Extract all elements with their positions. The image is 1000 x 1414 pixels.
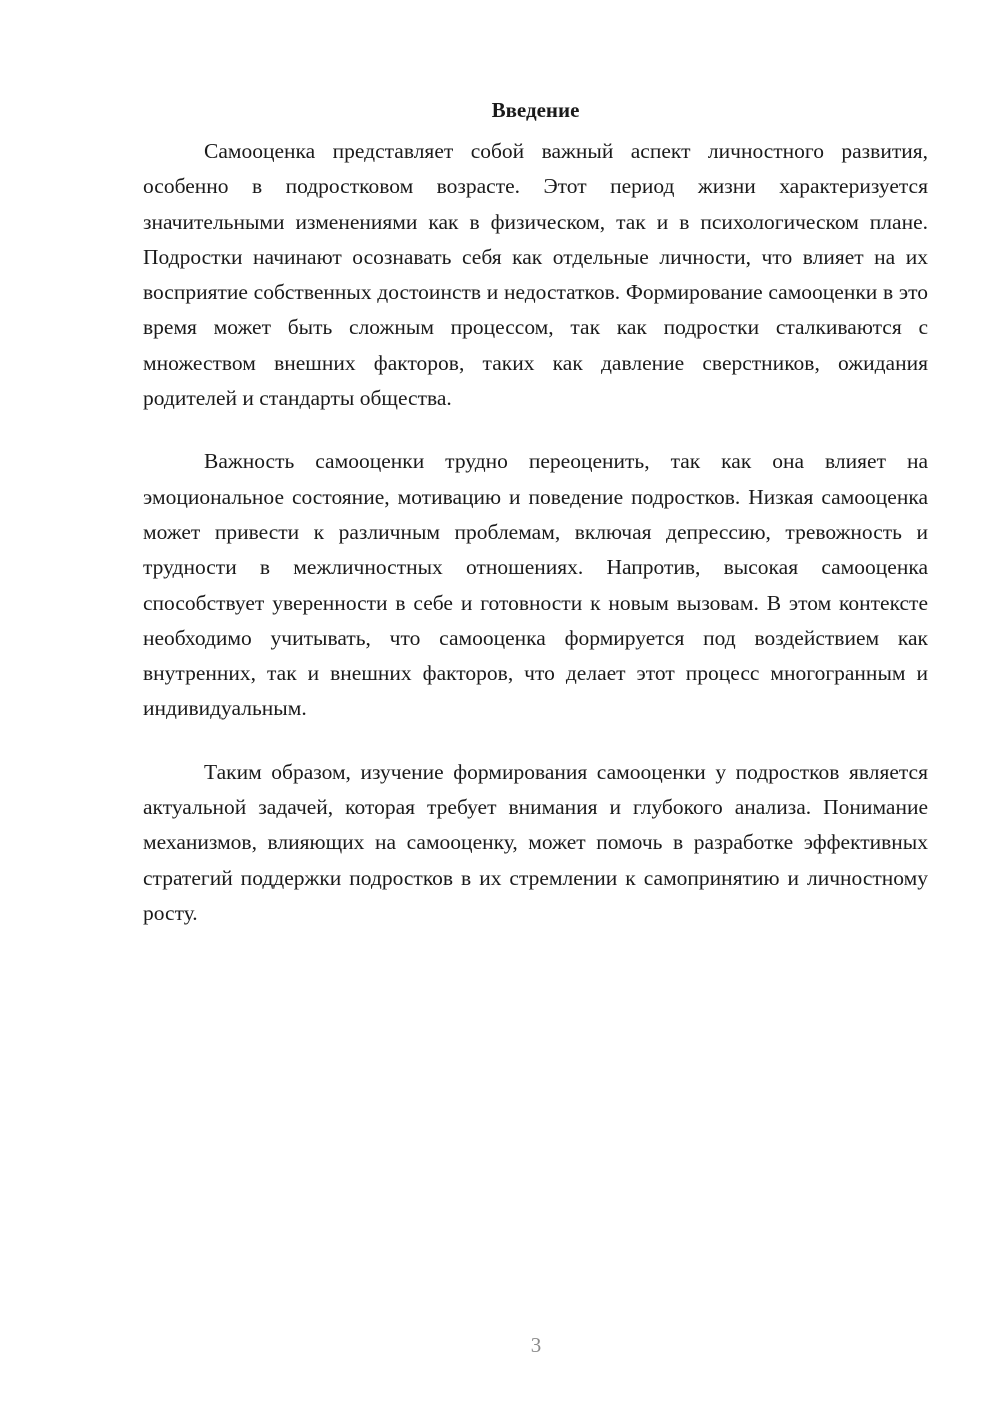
page-content [143, 92, 928, 959]
paragraph-2: Важность самооценки трудно переоценить, так как она влияет на эмоциональное состояние, мотивацию и поведение подростков. Низкая самооценка может привести к различным проблемам, включая депрессию, тревожность и трудности в межличностных отношениях. Напротив, высокая самооценка способствует уверенности в себе и готовности к новым вызовам. В этом контексте необходимо учитывать, что самооценка формируется под воздействием как внутренних, так и внешних факторов, что делает этот процесс многогранным и индивидуальным. [143, 449, 928, 721]
section-title: Введение [491, 98, 580, 122]
page-number: 3 [530, 1333, 542, 1357]
paragraph-3: Таким образом, изучение формирования самооценки у подростков является актуальной задачей, которая требует внимания и глубокого анализа. Понимание механизмов, влияющих на самооценку, может помочь в разработке эффективных стратегий поддержки подростков в их стремлении к самопринятию и личностному росту. [143, 759, 928, 925]
paragraph-1: Самооценка представляет собой важный аспект личностного развития, особенно в подростковом возрасте. Этот период жизни характеризуется значительными изменениями как в физическом, так и в психологическом плане. Подростки начинают осознавать себя как отдельные личности, что влияет на их восприятие собственных достоинств и недостатков. Формирование самооценки в это время может быть сложным процессом, так как подростки сталкиваются с множеством внешних факторов, таких как давление сверстников, ожидания родителей и стандарты общества. [143, 139, 928, 411]
